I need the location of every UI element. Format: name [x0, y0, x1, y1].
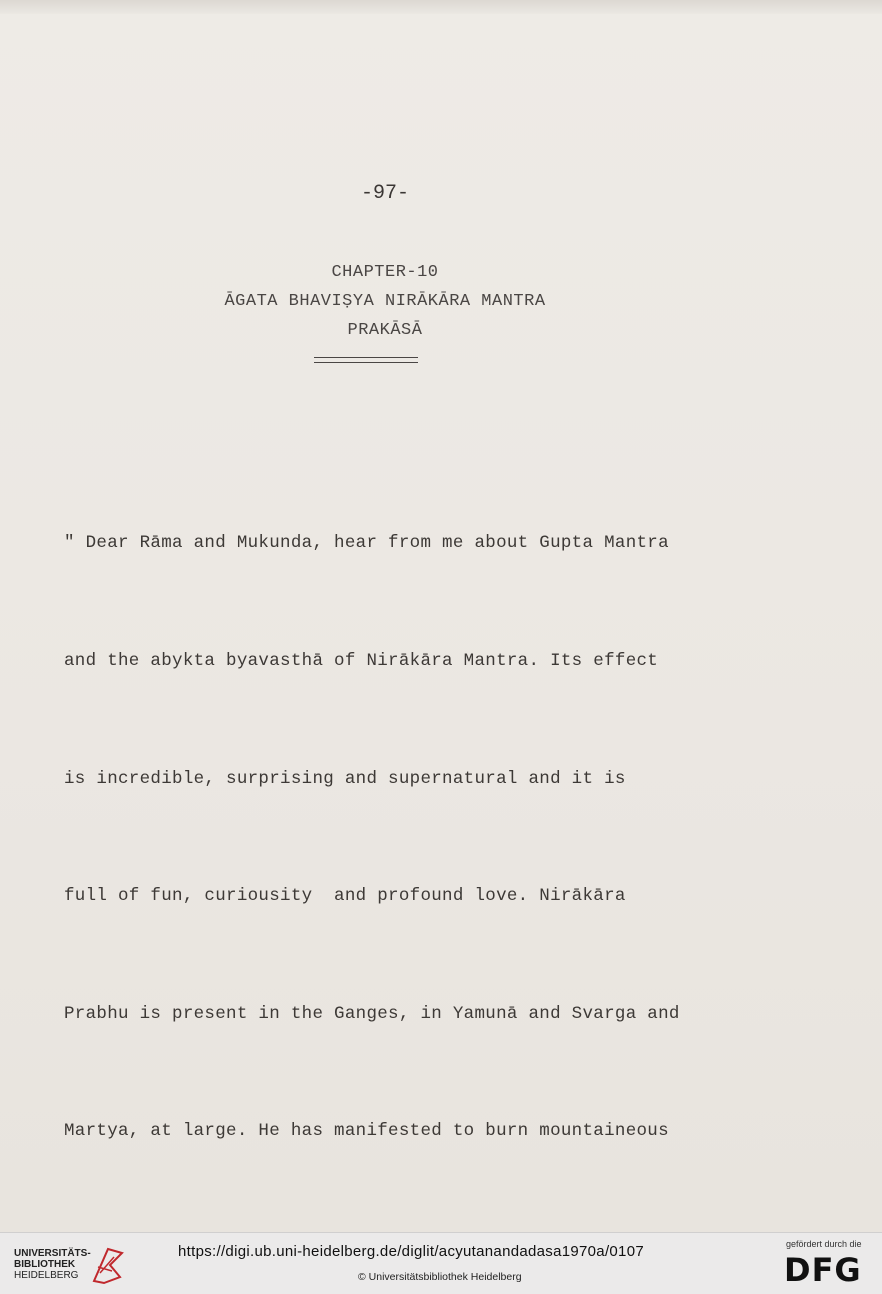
chapter-heading	[0, 258, 770, 345]
dfg-logo[interactable]	[784, 1239, 874, 1289]
dfg-wordmark: DFG	[784, 1251, 862, 1289]
heading-underline	[314, 357, 418, 363]
chapter-title-line-1: ĀGATA BHAVIṢYA NIRĀKĀRA MANTRA	[224, 292, 546, 311]
library-name	[14, 1248, 91, 1281]
body-text	[64, 446, 824, 1232]
text-line: and the abykta byavasthā of Nirākāra Mantra. Its effect	[64, 651, 659, 671]
viewer-footer	[0, 1232, 882, 1294]
chapter-title-line-2: PRAKĀSĀ	[347, 321, 423, 340]
library-name-line-1: UNIVERSITÄTS-	[14, 1248, 91, 1259]
copyright-notice: © Universitätsbibliothek Heidelberg	[358, 1271, 522, 1283]
page-number: -97-	[360, 182, 409, 205]
library-name-line-3: HEIDELBERG	[14, 1270, 79, 1281]
text-line: Prabhu is present in the Ganges, in Yamunā and Svarga and	[64, 1003, 680, 1024]
page-edge	[0, 0, 882, 14]
text-line: full of fun, curiousity and profound love. Nirākāra	[64, 886, 626, 907]
library-name-line-2: BIBLIOTHEK	[14, 1259, 76, 1270]
text-line: is incredible, surprising and supernatural and it is	[64, 768, 626, 789]
library-mark-icon	[90, 1243, 126, 1285]
chapter-label: CHAPTER-10	[331, 263, 439, 282]
permalink-url[interactable]: https://digi.ub.uni-heidelberg.de/diglit/acyutanandadasa1970a/0107	[178, 1243, 644, 1260]
funded-by-label: gefördert durch die	[786, 1239, 862, 1249]
library-logo[interactable]	[14, 1243, 124, 1285]
text-line: Martya, at large. He has manifested to burn mountaineous	[64, 1121, 669, 1142]
text-line: " Dear Rāma and Mukunda, hear from me about Gupta Mantra	[64, 533, 669, 554]
